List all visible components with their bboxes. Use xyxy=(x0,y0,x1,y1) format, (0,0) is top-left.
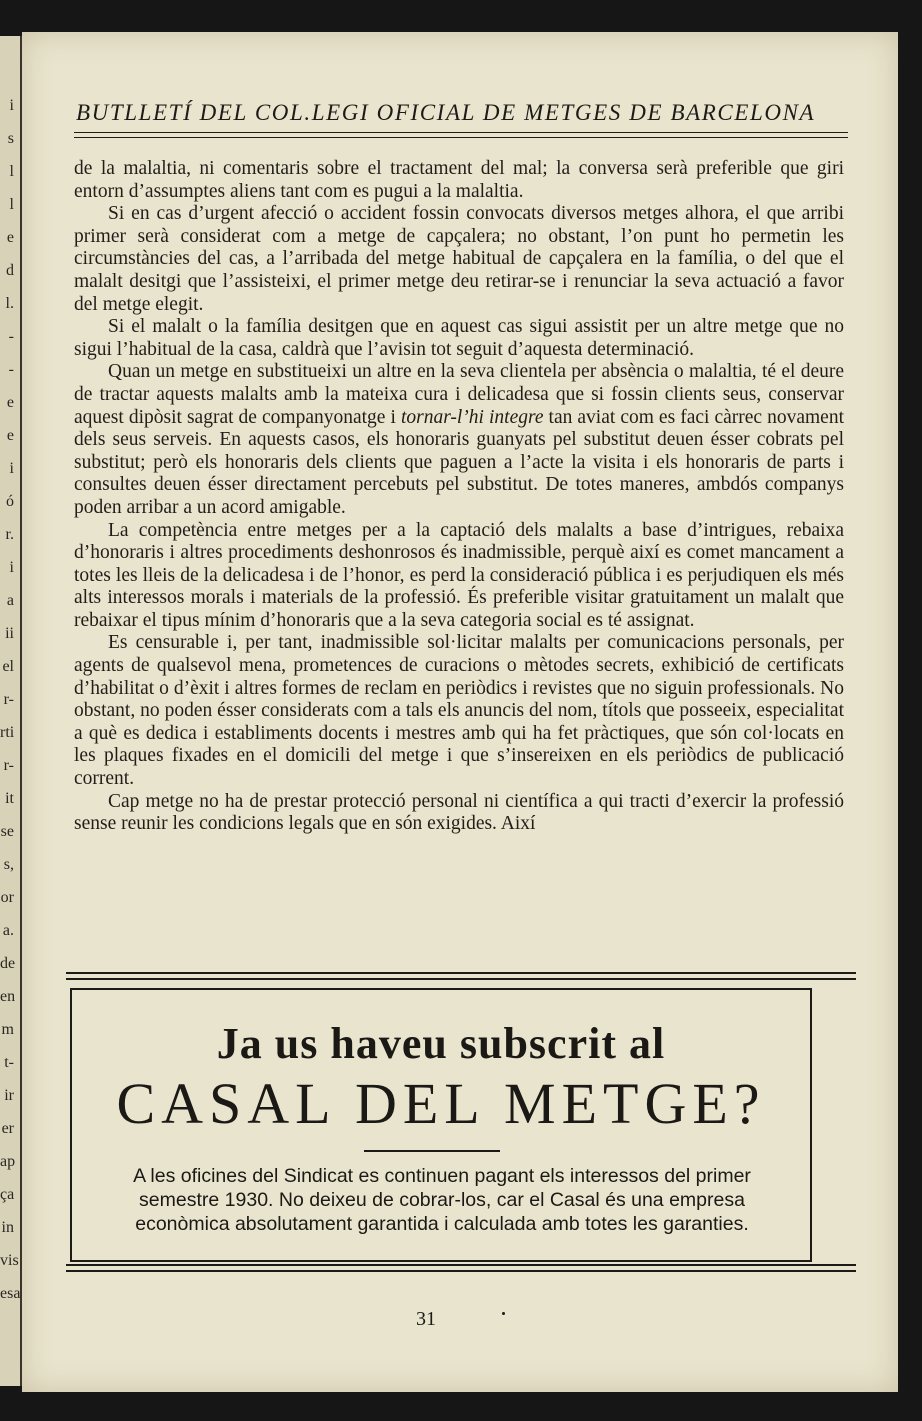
margin-fragment: r- xyxy=(3,757,14,774)
margin-fragment: - xyxy=(8,328,14,345)
advert-rule-top xyxy=(66,972,856,974)
margin-fragment: de xyxy=(0,955,16,972)
margin-fragment: en xyxy=(0,988,16,1005)
margin-fragment: d xyxy=(6,262,14,279)
margin-fragment: ir xyxy=(4,1087,14,1104)
margin-fragment: esa xyxy=(0,1285,21,1302)
document-page xyxy=(22,32,898,1392)
advert-heading: Ja us haveu subscrit al xyxy=(216,1019,666,1068)
margin-fragment: r- xyxy=(3,691,14,708)
paragraph: La competència entre metges per a la captació dels malalts a base d’intrigues, rebaixa d’honoraris i altres procediments deshonrosos és inadmissible, perquè així es comet mancament a totes les lleis de la delicadesa i de l’honor, es perd la consideració pública i es perjudiquen els més alts interessos morals i materials de la professió. És preferible visitar gratuitament un malalt que rebaixar el tipus mínim d’honoraris que a la seva categoria social es té assignat. xyxy=(74,519,844,631)
margin-fragment: s xyxy=(7,130,14,147)
advert-rule-bottom-inner xyxy=(66,1264,856,1266)
margin-fragment: rti xyxy=(0,724,15,741)
paragraph: Cap metge no ha de prestar protecció personal ni científica a qui tracti d’exercir la professió sense reunir les condicions legals que en són exigides. Així xyxy=(74,790,844,835)
margin-fragment: in xyxy=(1,1219,14,1236)
margin-fragment: i xyxy=(9,97,14,114)
margin-fragment: m xyxy=(1,1021,14,1038)
paragraph: Es censurable i, per tant, inadmissible sol·licitar malalts per comunicacions personals, per agents de qualsevol mena, prometences de curacions o mètodes secrets, exhibició de certificats d’habilitat o d’èxit i altres formes de reclam en periòdics i revistes que no siguin professionals. No obstant, no poden ésser considerats com a tals els anuncis del nom, títols que posseeix, especialitat a què es dedica i establiments docents i mestres amb qui ha fet pràctiques, que són col·locats en les plaques fixades en el domicili del metge i que s’insereixen en els periòdics de publicació corrent. xyxy=(74,632,844,790)
margin-fragment: ii xyxy=(5,625,14,642)
margin-fragment: el xyxy=(2,658,14,675)
paragraph: Si en cas d’urgent afecció o accident fossin convocats diversos metges alhora, el que arribi primer serà considerat com a metge de capçalera; no obstant, l’on punt ho permetin les circumstàncies del cas, a l’arribada del metge habitual de capçalera en la família, o del que el malalt desitgi que l’assisteixi, el primer metge deu retirar-se i renunciar la seva actuació a favor del metge elegit. xyxy=(74,203,844,315)
margin-fragment: l. xyxy=(5,295,14,312)
margin-fragment: se xyxy=(0,823,14,840)
margin-fragment: ó xyxy=(6,493,14,510)
margin-fragment: a xyxy=(6,592,14,609)
margin-fragment: - xyxy=(8,361,14,378)
paragraph-text: tan aviat com es faci càrrec novament dels seus serveis. En aquests casos, els honoraris guanyats pel substitut deuen ésser cobrats pel substitut; però els honoraris dels clients que paguen a l’acte la visita i els honoraris de parts i consultes deuen ésser directament percebuts pel substitut. De totes maneres, ambdós companys poden arribar a un acord amigable. xyxy=(74,406,844,518)
advert-rule-bottom xyxy=(66,1270,856,1272)
header-rule-bottom xyxy=(74,137,848,138)
margin-fragment: or xyxy=(0,889,14,906)
emphasis-text: tornar-l’hi integre xyxy=(400,406,544,428)
advert-rule-top-inner xyxy=(66,978,856,980)
margin-fragment: vis xyxy=(0,1252,19,1269)
advert-box xyxy=(70,988,812,1262)
journal-header: BUTLLETÍ DEL COL.LEGI OFICIAL DE METGES DE BARCELONA xyxy=(76,100,816,125)
margin-fragment: e xyxy=(6,229,14,246)
page-number: 31 xyxy=(416,1308,436,1330)
advert-text: A les oficines del Sindicat es continuen pagant els interessos del primer semestre 1930. No deixeu de cobrar-los, car el Casal és una empresa econòmica absolutament garantida i calculada amb totes les garanties. xyxy=(133,1165,751,1235)
paragraph: Si el malalt o la família desitgen que en aquest cas sigui assistit per un altre metge que no sigui l’habitual de la casa, caldrà que l’avisin tot seguit d’aquesta determinació. xyxy=(74,316,844,360)
margin-fragment: l xyxy=(9,196,14,213)
ink-dot xyxy=(502,1312,505,1315)
margin-fragment: i xyxy=(9,460,14,477)
margin-fragment: e xyxy=(6,427,14,444)
advert-title: CASAL DEL METGE? xyxy=(116,1071,766,1136)
advert-divider xyxy=(364,1150,500,1152)
margin-fragment: i xyxy=(9,559,14,576)
paragraph xyxy=(74,361,844,519)
margin-fragment: ap xyxy=(0,1153,16,1170)
article-body xyxy=(74,158,844,836)
margin-fragment: t- xyxy=(4,1054,14,1071)
margin-fragment: s, xyxy=(3,856,14,873)
margin-fragment: er xyxy=(1,1120,14,1137)
margin-fragment: a. xyxy=(2,922,14,939)
margin-fragment: r. xyxy=(5,526,14,543)
margin-fragment: ça xyxy=(0,1186,15,1203)
paragraph: de la malaltia, ni comentaris sobre el tractament del mal; la conversa serà preferible que giri entorn d’assumptes aliens tant com es pugui a la malaltia. xyxy=(74,158,844,202)
margin-fragment: e xyxy=(6,394,14,411)
header-rule-top xyxy=(74,132,848,133)
margin-fragment: l xyxy=(9,163,14,180)
facing-page-edge xyxy=(0,36,22,1386)
paragraph-text: Quan un metge en substitueixi un altre en la seva clientela per absència o malaltia, té el deure de tractar aquests malalts amb la mateixa cura i delicadesa que si fossin clients seus, conservar aquest dipòsit sagrat de companyonatge i xyxy=(74,361,844,428)
margin-fragment: it xyxy=(5,790,14,807)
